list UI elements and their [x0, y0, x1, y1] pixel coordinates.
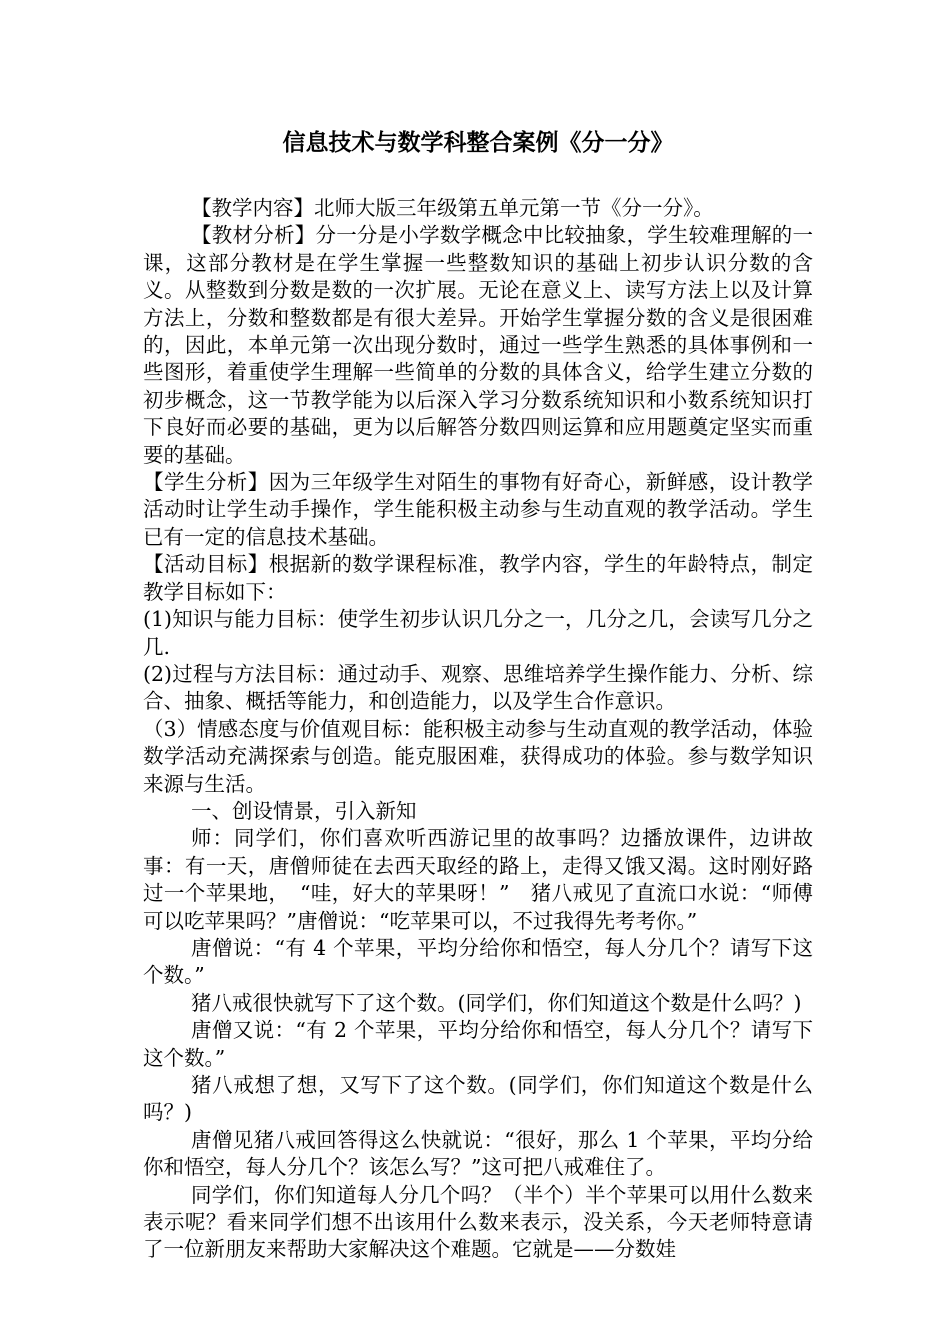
- body-paragraph: 唐僧见猪八戒回答得这么快就说：“很好，那么 1 个苹果，平均分给你和悟空，每人分几个？该怎么写？”这可把八戒难住了。: [143, 1127, 813, 1180]
- body-paragraph: 师：同学们，你们喜欢听西游记里的故事吗？边播放课件，边讲故事：有一天，唐僧师徒在去西天取经的路上，走得又饿又渴。这时刚好路过一个苹果地， “哇，好大的苹果呀！” 猪八戒见了直流口水说：“师傅可以吃苹果吗？”唐僧说：“吃苹果可以，不过我得先考考你。”: [143, 826, 813, 933]
- body-paragraph: 【活动目标】根据新的数学课程标准，教学内容，学生的年龄特点，制定教学目标如下：: [143, 552, 813, 604]
- body-paragraph: (1)知识与能力目标：使学生初步认识几分之一，几分之几，会读写几分之几.: [143, 607, 813, 659]
- body-paragraph: 唐僧说：“有 4 个苹果，平均分给你和悟空，每人分几个？请写下这个数。”: [143, 935, 813, 988]
- body-paragraph: 同学们，你们知道每人分几个吗？（半个）半个苹果可以用什么数来表示呢？看来同学们想不出该用什么数来表示，没关系，今天老师特意请了一位新朋友来帮助大家解决这个难题。它就是——分数娃: [143, 1182, 813, 1262]
- body-paragraph: 【学生分析】因为三年级学生对陌生的事物有好奇心，新鲜感，设计教学活动时让学生动手操作，学生能积极主动参与生动直观的教学活动。学生已有一定的信息技术基础。: [143, 470, 813, 549]
- body-paragraph: 一、创设情景，引入新知: [191, 798, 417, 823]
- body-paragraph: (2)过程与方法目标：通过动手、观察、思维培养学生操作能力、分析、综合、抽象、概括等能力，和创造能力，以及学生合作意识。: [143, 661, 813, 714]
- document-page: [143, 128, 813, 1264]
- document-body: [143, 195, 813, 1264]
- body-paragraph: 猪八戒很快就写下了这个数。(同学们，你们知道这个数是什么吗？): [191, 990, 802, 1015]
- body-paragraph: 【教材分析】分一分是小学数学概念中比较抽象，学生较难理解的一课，这部分教材是在学生掌握一些整数知识的基础上初步认识分数的含义。从整数到分数是数的一次扩展。无论在意义上、读写方法上以及计算方法上，分数和整数都是有很大差异。开始学生掌握分数的含义是很困难的，因此，本单元第一次出现分数时，通过一些学生熟悉的具体事例和一些图形，着重使学生理解一些简单的分数的具体含义，给学生建立分数的初步概念，这一节教学能为以后深入学习分数系统知识和小数系统知识打下良好而必要的基础，更为以后解答分数四则运算和应用题奠定坚实而重要的基础。: [143, 223, 813, 467]
- body-paragraph: 【教学内容】北师大版三年级第五单元第一节《分一分》。: [191, 196, 714, 220]
- body-paragraph: 猪八戒想了想，又写下了这个数。(同学们，你们知道这个数是什么吗？): [143, 1073, 813, 1125]
- body-paragraph: 唐僧又说：“有 2 个苹果，平均分给你和悟空，每人分几个？请写下这个数。”: [143, 1018, 813, 1070]
- document-title: 信息技术与数学科整合案例《分一分》: [282, 129, 674, 156]
- body-paragraph: （3）情感态度与价值观目标：能积极主动参与生动直观的教学活动，体验数学活动充满探索与创造。能克服困难，获得成功的体验。参与数学知识来源与生活。: [143, 716, 813, 796]
